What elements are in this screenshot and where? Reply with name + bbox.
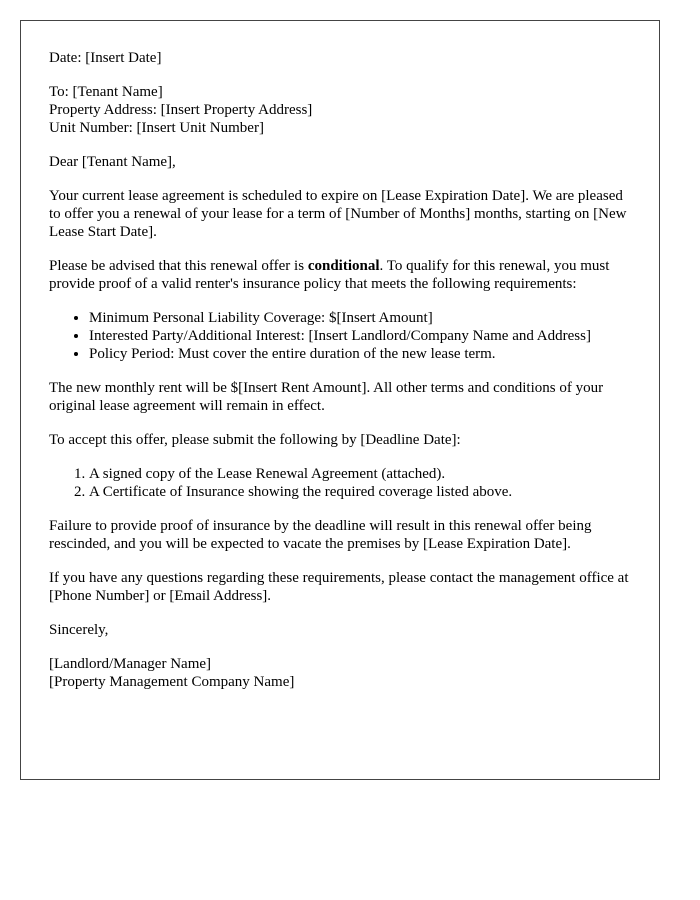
conditional-text-before: Please be advised that this renewal offer is [49,258,308,274]
paragraph-rent: The new monthly rent will be $[Insert Rent Amount]. All other terms and conditions of your original lease agreement will remain in effect. [49,380,604,414]
paragraph-contact: If you have any questions regarding these requirements, please contact the management office at [Phone Number] or [Email Address]. [49,570,629,604]
company-name: [Property Management Company Name] [49,674,295,690]
unit-number: Unit Number: [Insert Unit Number] [49,120,264,136]
salutation: Dear [Tenant Name], [49,154,176,170]
list-item: • Interested Party/Additional Interest: [Insert Landlord/Company Name and Address] [89,327,635,345]
signer-name: [Landlord/Manager Name] [49,656,212,672]
letter-body [49,49,635,707]
list-item: • Minimum Personal Liability Coverage: $[Insert Amount] [89,309,635,327]
recipient-block [49,83,635,137]
list-item: • Policy Period: Must cover the entire duration of the new lease term. [89,345,635,363]
insurance-requirements-list [49,309,635,363]
property-address: Property Address: [Insert Property Address] [49,102,313,118]
submission-list [49,465,635,501]
conditional-text-after: . To qualify for this renewal, you must provide proof of a valid renter's insurance policy that meets the following requirements: [49,258,610,292]
list-item: 2. A Certificate of Insurance showing the required coverage listed above. [89,483,635,501]
paragraph-accept-offer: To accept this offer, please submit the following by [Deadline Date]: [49,432,461,448]
letter-page [20,20,660,780]
paragraph-conditional-offer [49,257,635,293]
paragraph-lease-expiry: Your current lease agreement is scheduled to expire on [Lease Expiration Date]. We are pleased to offer you a renewal of your lease for a term of [Number of Months] months, starting on [New Lease Start Date]. [49,188,627,240]
recipient-name: To: [Tenant Name] [49,84,163,100]
date-line: Date: [Insert Date] [49,50,162,66]
conditional-emphasis: conditional [307,258,380,274]
paragraph-failure-notice: Failure to provide proof of insurance by the deadline will result in this renewal offer being rescinded, and you will be expected to vacate the premises by [Lease Expiration Date]. [49,518,592,552]
closing: Sincerely, [49,622,109,638]
list-item: 1. A signed copy of the Lease Renewal Agreement (attached). [89,465,635,483]
signature-block [49,655,635,691]
